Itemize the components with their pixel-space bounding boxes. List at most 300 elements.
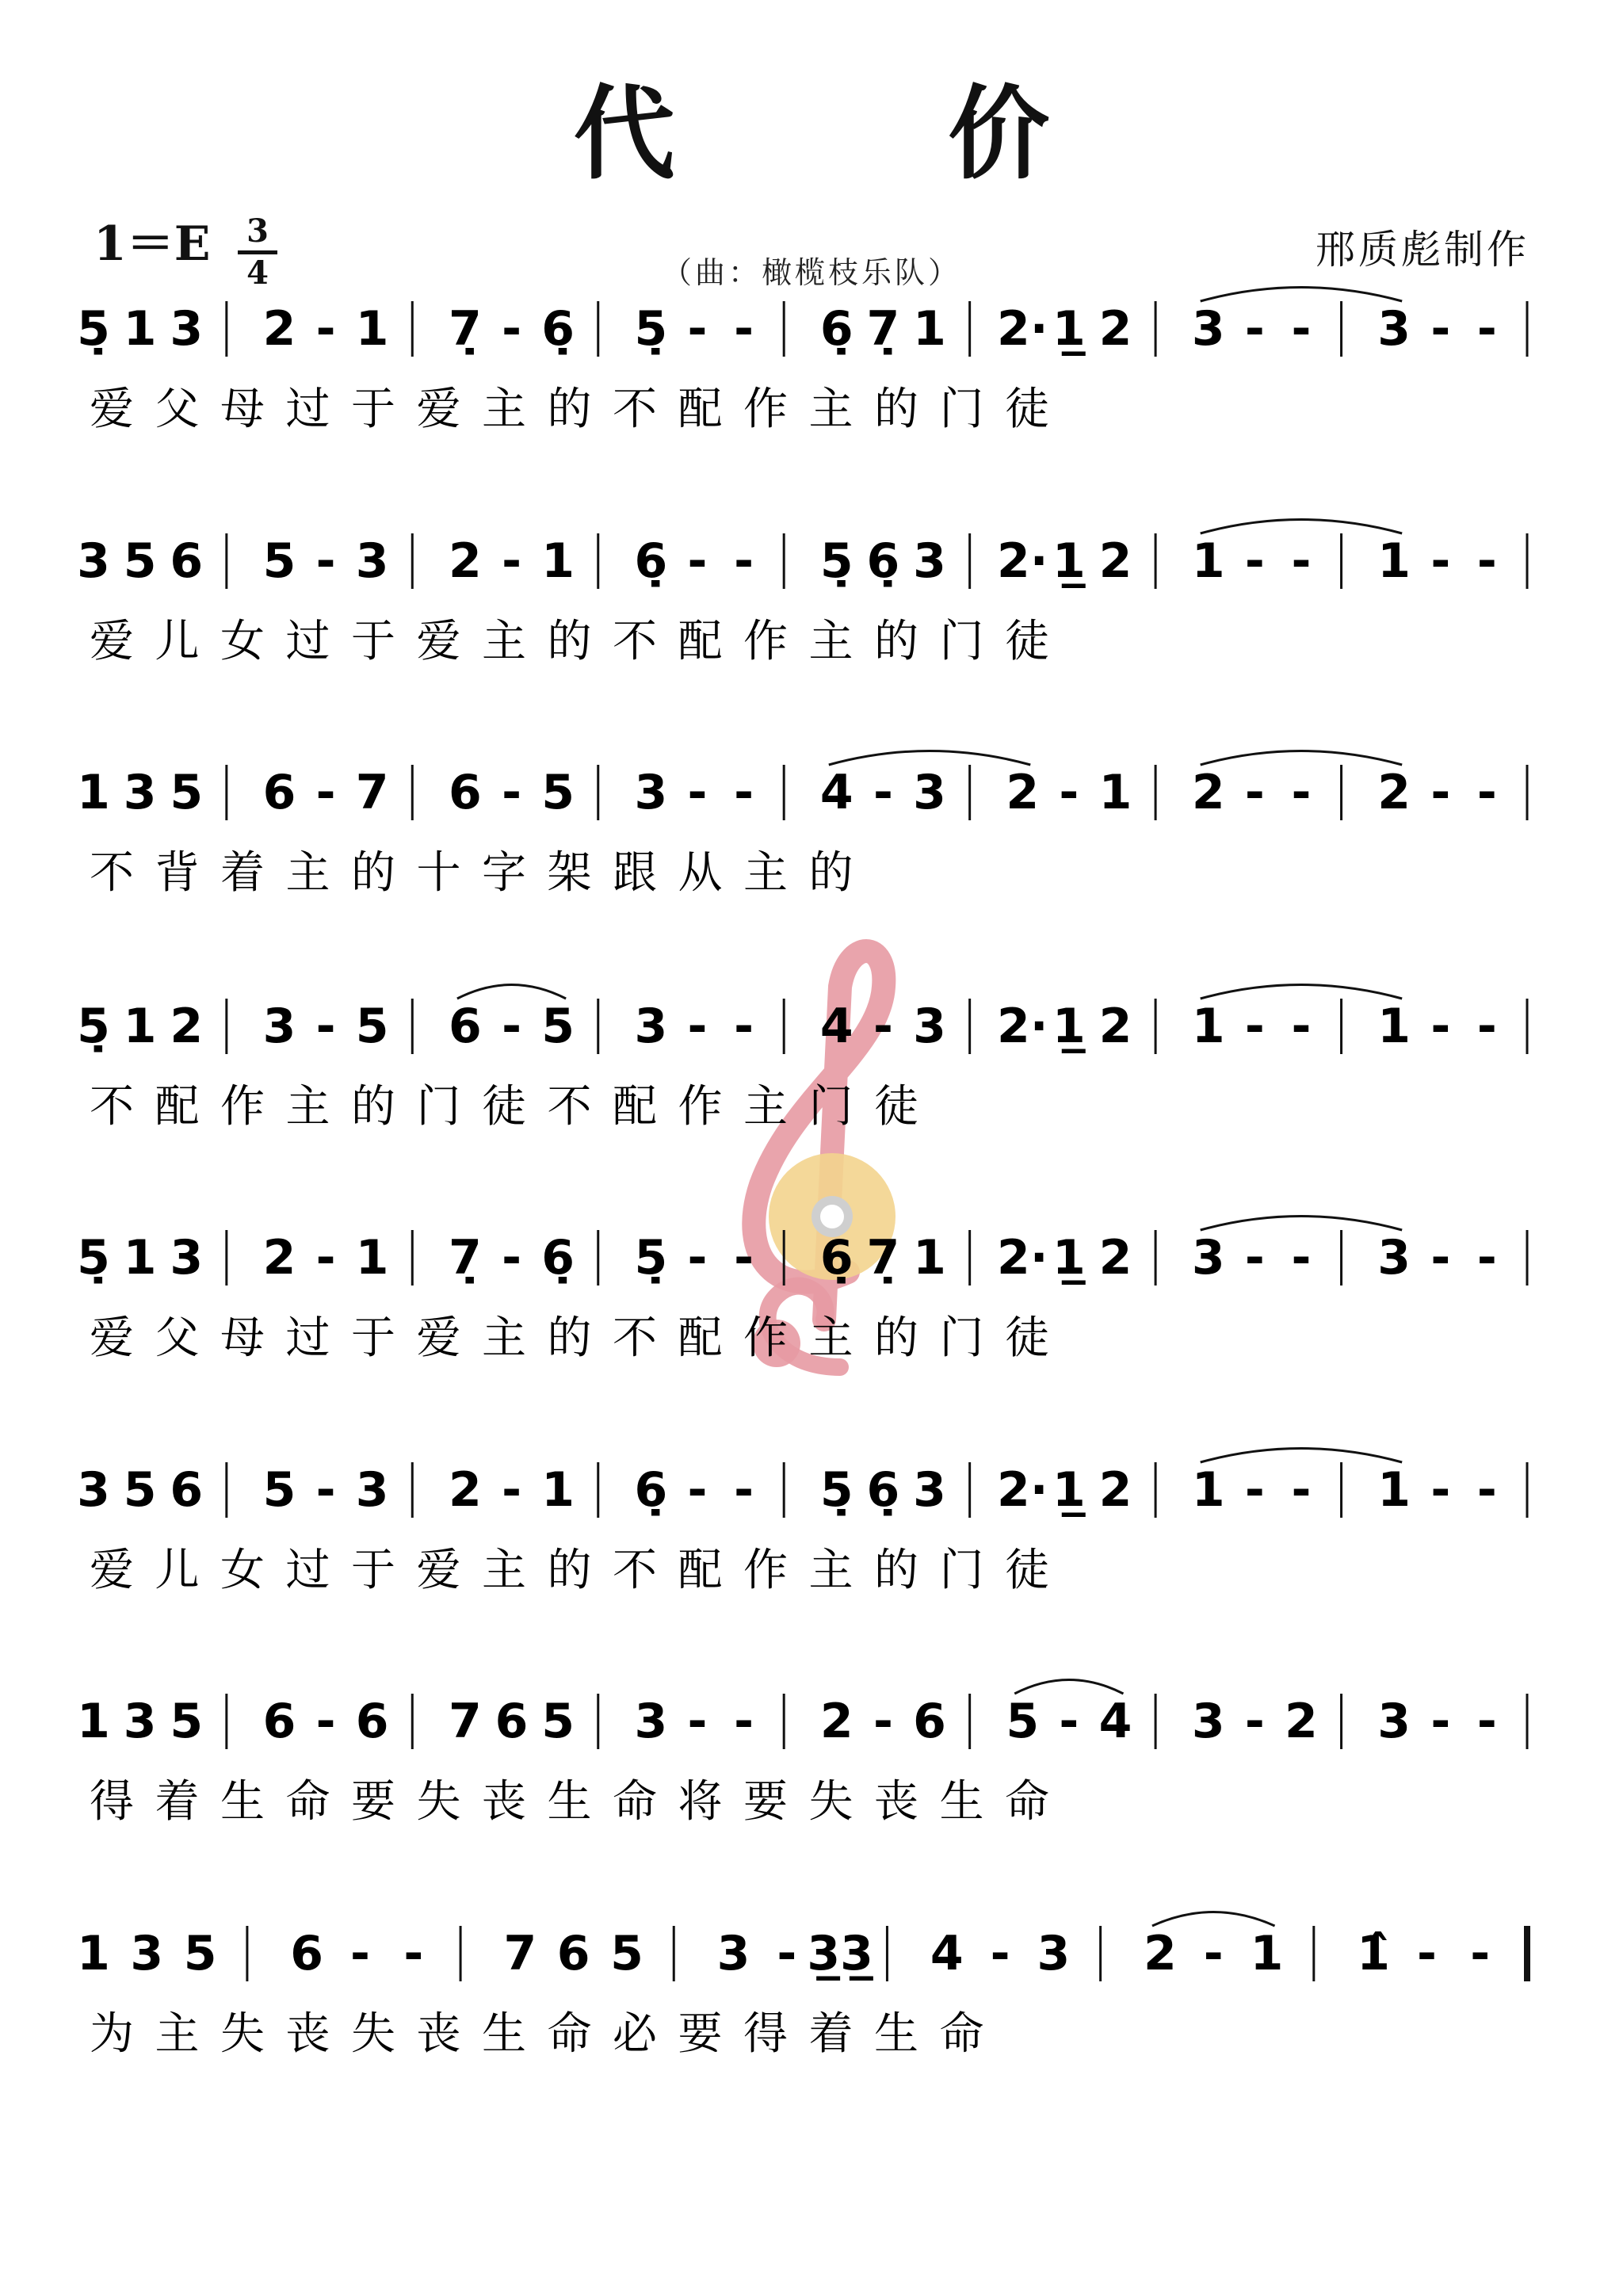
note: 6 bbox=[495, 1694, 529, 1749]
sustain-dash: - bbox=[1244, 1230, 1265, 1286]
lyric-char: 配 bbox=[613, 1081, 657, 1133]
note: 2 bbox=[170, 999, 204, 1054]
song-title: 代 价 bbox=[573, 74, 1169, 193]
lyric-char: 门 bbox=[939, 1312, 984, 1364]
lyric-char: 丧 bbox=[874, 1776, 918, 1828]
note: 3 bbox=[123, 1694, 157, 1749]
sustain-dash: - bbox=[1291, 533, 1312, 589]
note: 6 bbox=[449, 999, 482, 1054]
lyric-char: 主 bbox=[808, 1545, 854, 1596]
note: 3 bbox=[913, 1462, 946, 1518]
lyric-char: 的 bbox=[874, 384, 918, 435]
lyric-char: 作 bbox=[220, 1081, 265, 1133]
note: 3 bbox=[262, 999, 296, 1054]
slur bbox=[1014, 1680, 1123, 1694]
note: 5 bbox=[123, 1462, 157, 1518]
note: 6̣ bbox=[819, 1230, 854, 1286]
staff-line bbox=[0, 1438, 1623, 1629]
note: 5̣ bbox=[77, 301, 110, 357]
lyric-char: 主 bbox=[285, 1081, 330, 1133]
sustain-dash: - bbox=[1416, 1926, 1437, 1981]
lyric-char: 不 bbox=[90, 1081, 134, 1133]
sustain-dash: - bbox=[1476, 1230, 1497, 1286]
lyric-char: 跟 bbox=[613, 847, 657, 899]
note: 5̣ bbox=[77, 1230, 110, 1286]
sustain-dash: - bbox=[734, 765, 754, 820]
note: 1 bbox=[1098, 765, 1132, 820]
note: 1 bbox=[1377, 1462, 1411, 1518]
note: 3 bbox=[170, 1230, 204, 1286]
lyric-char: 爱 bbox=[90, 1545, 134, 1596]
lyric-char: 配 bbox=[155, 1081, 200, 1133]
sustain-dash: - bbox=[1476, 999, 1497, 1054]
lyric-char: 父 bbox=[155, 384, 200, 435]
lyric-char: 的 bbox=[547, 384, 592, 435]
sustain-dash: - bbox=[502, 765, 521, 820]
lyric-char: 过 bbox=[285, 384, 330, 435]
staff-line bbox=[0, 277, 1623, 468]
sustain-dash: - bbox=[1291, 301, 1312, 357]
lyric-char: 主 bbox=[482, 1545, 526, 1596]
note: 7̣ bbox=[449, 301, 482, 357]
note: 6̣ bbox=[634, 533, 668, 589]
sustain-dash: - bbox=[687, 301, 708, 357]
lyric-char: 儿 bbox=[155, 1545, 200, 1596]
lyric-char: 爱 bbox=[90, 1312, 134, 1364]
sustain-dash: - bbox=[1244, 1462, 1265, 1518]
note: 3 bbox=[1377, 301, 1411, 357]
note: 3 bbox=[1377, 1230, 1411, 1286]
note: 3 bbox=[1037, 1926, 1071, 1981]
note: 1̲ bbox=[1052, 999, 1086, 1054]
staff-line bbox=[0, 510, 1623, 700]
note: 3 bbox=[77, 533, 110, 589]
sustain-dash: - bbox=[1430, 1462, 1451, 1518]
note: 3 bbox=[77, 1462, 110, 1518]
sustain-dash: - bbox=[687, 1230, 708, 1286]
lyric-char: 配 bbox=[678, 616, 723, 667]
note: 3̲3̲ bbox=[807, 1926, 873, 1981]
sustain-dash: - bbox=[873, 999, 893, 1054]
note: 1 bbox=[123, 999, 157, 1054]
sustain-dash: - bbox=[687, 533, 708, 589]
note: 3 bbox=[1191, 1230, 1225, 1286]
lyric-char: 于 bbox=[351, 616, 395, 667]
note: 4 bbox=[930, 1926, 964, 1981]
note: 1 bbox=[541, 1462, 575, 1518]
lyric-char: 徒 bbox=[1005, 616, 1049, 667]
note: 2 bbox=[1377, 765, 1411, 820]
note: 5̣ bbox=[77, 999, 110, 1054]
note: 6̣ bbox=[541, 1230, 575, 1286]
note: 2· bbox=[996, 1462, 1048, 1518]
lyric-char: 过 bbox=[285, 1545, 330, 1596]
note: 2 bbox=[262, 1230, 296, 1286]
slur bbox=[457, 985, 566, 999]
lyric-char: 母 bbox=[220, 384, 265, 435]
sustain-dash: - bbox=[1291, 765, 1312, 820]
note: 2 bbox=[1006, 765, 1040, 820]
lyric-char: 字 bbox=[482, 847, 526, 899]
note: 1̂ bbox=[1357, 1926, 1390, 1981]
lyric-char: 着 bbox=[808, 2008, 854, 2060]
note: 4 bbox=[1098, 1694, 1132, 1749]
note: 6 bbox=[556, 1926, 590, 1981]
lyric-char: 作 bbox=[743, 1545, 788, 1596]
sustain-dash: - bbox=[315, 765, 336, 820]
sustain-dash: - bbox=[1244, 301, 1265, 357]
staff-line bbox=[0, 1206, 1623, 1396]
sustain-dash: - bbox=[1430, 765, 1451, 820]
lyric-char: 主 bbox=[285, 847, 330, 899]
sustain-dash: - bbox=[1244, 533, 1265, 589]
lyric-char: 爱 bbox=[416, 1312, 461, 1364]
note: 6 bbox=[913, 1694, 946, 1749]
lyric-char: 女 bbox=[220, 616, 265, 667]
sustain-dash: - bbox=[777, 1926, 797, 1981]
staff-svg bbox=[0, 975, 1623, 1165]
lyric-char: 门 bbox=[416, 1081, 461, 1133]
staff-svg bbox=[0, 741, 1623, 931]
lyric-char: 女 bbox=[220, 1545, 265, 1596]
sustain-dash: - bbox=[734, 301, 754, 357]
note: 6 bbox=[170, 1462, 204, 1518]
note: 5 bbox=[170, 1694, 204, 1749]
lyric-char: 丧 bbox=[285, 2008, 330, 2060]
lyric-char: 徒 bbox=[1005, 384, 1049, 435]
lyric-char: 主 bbox=[482, 1312, 526, 1364]
lyric-char: 的 bbox=[351, 847, 395, 899]
lyric-char: 不 bbox=[547, 1081, 592, 1133]
note: 2 bbox=[449, 1462, 482, 1518]
sustain-dash: - bbox=[687, 765, 708, 820]
note: 1 bbox=[913, 1230, 946, 1286]
lyric-char: 于 bbox=[351, 1312, 395, 1364]
note: 7̣ bbox=[866, 301, 900, 357]
note: 2 bbox=[1098, 1462, 1132, 1518]
note: 2 bbox=[819, 1694, 854, 1749]
key-signature: 1＝E bbox=[94, 216, 211, 272]
lyric-char: 爱 bbox=[90, 384, 134, 435]
lyric-char: 得 bbox=[743, 2008, 788, 2060]
lyric-char: 主 bbox=[808, 384, 854, 435]
lyric-char: 配 bbox=[678, 1545, 723, 1596]
sustain-dash: - bbox=[315, 1694, 336, 1749]
note: 3 bbox=[1377, 1694, 1411, 1749]
note: 1̲ bbox=[1052, 1230, 1086, 1286]
staff-svg bbox=[0, 277, 1623, 468]
lyric-char: 得 bbox=[90, 1776, 134, 1828]
lyric-char: 生 bbox=[220, 1776, 265, 1828]
sustain-dash: - bbox=[315, 533, 336, 589]
staff-line bbox=[0, 1902, 1623, 2092]
staff-line bbox=[0, 975, 1623, 1165]
note: 5 bbox=[355, 999, 389, 1054]
sustain-dash: - bbox=[1476, 301, 1497, 357]
lyric-char: 背 bbox=[155, 847, 200, 899]
lyric-char: 母 bbox=[220, 1312, 265, 1364]
sustain-dash: - bbox=[1291, 999, 1312, 1054]
lyric-char: 于 bbox=[351, 1545, 395, 1596]
lyric-char: 徒 bbox=[482, 1081, 526, 1133]
lyric-char: 的 bbox=[874, 1545, 918, 1596]
time-signature-unit: 4 bbox=[246, 254, 269, 292]
note: 1 bbox=[123, 1230, 157, 1286]
staff-svg bbox=[0, 1670, 1623, 1860]
lyric-char: 主 bbox=[808, 616, 854, 667]
slur bbox=[1152, 1912, 1275, 1927]
sustain-dash: - bbox=[1244, 1694, 1265, 1749]
sustain-dash: - bbox=[315, 1230, 336, 1286]
sustain-dash: - bbox=[502, 1462, 521, 1518]
lyric-char: 的 bbox=[547, 616, 592, 667]
note: 6 bbox=[262, 765, 296, 820]
lyric-char: 失 bbox=[220, 2008, 265, 2060]
lyric-char: 爱 bbox=[90, 616, 134, 667]
lyric-char: 徒 bbox=[1005, 1545, 1049, 1596]
sustain-dash: - bbox=[350, 1926, 370, 1981]
lyric-char: 失 bbox=[351, 2008, 395, 2060]
sustain-dash: - bbox=[502, 301, 521, 357]
slur bbox=[1201, 751, 1402, 766]
note: 6 bbox=[355, 1694, 389, 1749]
sustain-dash: - bbox=[734, 533, 754, 589]
note: 6̣ bbox=[634, 1462, 668, 1518]
note: 3 bbox=[1191, 1694, 1225, 1749]
note: 1 bbox=[1191, 1462, 1225, 1518]
note: 2· bbox=[996, 1230, 1048, 1286]
sustain-dash: - bbox=[1476, 533, 1497, 589]
note: 3 bbox=[716, 1926, 750, 1981]
lyric-char: 失 bbox=[416, 1776, 461, 1828]
note: 1 bbox=[1191, 999, 1225, 1054]
note: 2 bbox=[1144, 1926, 1177, 1981]
sustain-dash: - bbox=[687, 1462, 708, 1518]
lyric-char: 不 bbox=[613, 1312, 657, 1364]
note: 5 bbox=[123, 533, 157, 589]
lyric-char: 生 bbox=[482, 2008, 526, 2060]
note: 1̲ bbox=[1052, 533, 1086, 589]
note: 5̣ bbox=[819, 533, 854, 589]
note: 3 bbox=[913, 533, 946, 589]
lyric-char: 主 bbox=[743, 1081, 788, 1133]
note: 1 bbox=[77, 1694, 110, 1749]
note: 3 bbox=[355, 533, 389, 589]
lyric-char: 架 bbox=[547, 847, 592, 899]
staff-svg bbox=[0, 1438, 1623, 1629]
lyric-char: 作 bbox=[743, 384, 788, 435]
lyric-char: 从 bbox=[678, 847, 723, 899]
note: 5 bbox=[183, 1926, 217, 1981]
note: 1 bbox=[355, 301, 389, 357]
sustain-dash: - bbox=[1430, 301, 1451, 357]
note: 1 bbox=[1377, 533, 1411, 589]
note: 5 bbox=[170, 765, 204, 820]
sustain-dash: - bbox=[1430, 1230, 1451, 1286]
slur bbox=[1201, 288, 1402, 302]
note: 1 bbox=[913, 301, 946, 357]
lyric-char: 丧 bbox=[416, 2008, 461, 2060]
sustain-dash: - bbox=[734, 1462, 754, 1518]
note: 6̣ bbox=[866, 533, 900, 589]
note: 1 bbox=[1250, 1926, 1284, 1981]
note: 7 bbox=[503, 1926, 537, 1981]
note: 2 bbox=[1098, 999, 1132, 1054]
sustain-dash: - bbox=[687, 999, 708, 1054]
lyric-char: 主 bbox=[482, 384, 526, 435]
lyric-char: 不 bbox=[613, 616, 657, 667]
lyric-char: 的 bbox=[351, 1081, 395, 1133]
note: 5̣ bbox=[819, 1462, 854, 1518]
lyric-char: 生 bbox=[939, 1776, 984, 1828]
sustain-dash: - bbox=[502, 1230, 521, 1286]
lyric-char: 配 bbox=[678, 1312, 723, 1364]
note: 2 bbox=[1191, 765, 1225, 820]
sustain-dash: - bbox=[687, 1694, 708, 1749]
note: 3 bbox=[355, 1462, 389, 1518]
lyric-char: 要 bbox=[743, 1776, 788, 1828]
note: 2 bbox=[1285, 1694, 1318, 1749]
lyric-char: 徒 bbox=[1005, 1312, 1049, 1364]
sustain-dash: - bbox=[1476, 765, 1497, 820]
note: 1 bbox=[1377, 999, 1411, 1054]
composer-credit: （曲：橄榄枝乐队） bbox=[661, 255, 961, 290]
lyric-char: 的 bbox=[874, 616, 918, 667]
sustain-dash: - bbox=[1430, 533, 1451, 589]
time-signature-beats: 3 bbox=[246, 212, 269, 250]
sustain-dash: - bbox=[873, 1694, 893, 1749]
note: 6̣ bbox=[819, 301, 854, 357]
slur bbox=[1201, 520, 1402, 534]
lyric-char: 门 bbox=[939, 1545, 984, 1596]
lyric-char: 作 bbox=[743, 616, 788, 667]
lyric-char: 丧 bbox=[482, 1776, 526, 1828]
note: 3 bbox=[913, 999, 946, 1054]
note: 3 bbox=[634, 1694, 668, 1749]
note: 7̣ bbox=[866, 1230, 900, 1286]
lyric-char: 爱 bbox=[416, 1545, 461, 1596]
note: 7̣ bbox=[449, 1230, 482, 1286]
note: 1̲ bbox=[1052, 1462, 1086, 1518]
note: 7 bbox=[355, 765, 389, 820]
note: 2· bbox=[996, 301, 1048, 357]
lyric-char: 要 bbox=[351, 1776, 395, 1828]
note: 5̣ bbox=[634, 1230, 668, 1286]
sustain-dash: - bbox=[502, 999, 521, 1054]
sustain-dash: - bbox=[315, 1462, 336, 1518]
sustain-dash: - bbox=[315, 999, 336, 1054]
lyric-char: 必 bbox=[613, 2008, 657, 2060]
note: 3 bbox=[634, 999, 668, 1054]
sustain-dash: - bbox=[1244, 765, 1265, 820]
lyric-char: 配 bbox=[678, 384, 723, 435]
note: 5 bbox=[610, 1926, 643, 1981]
sustain-dash: - bbox=[403, 1926, 424, 1981]
staff-line bbox=[0, 741, 1623, 931]
slur bbox=[1201, 1449, 1402, 1463]
note: 3 bbox=[913, 765, 946, 820]
lyric-char: 将 bbox=[678, 1776, 723, 1828]
lyric-char: 命 bbox=[613, 1776, 657, 1828]
note: 1 bbox=[77, 765, 110, 820]
note: 5 bbox=[541, 765, 575, 820]
note: 2 bbox=[1098, 533, 1132, 589]
lyric-char: 着 bbox=[220, 847, 265, 899]
sustain-dash: - bbox=[1291, 1462, 1312, 1518]
sustain-dash: - bbox=[1059, 765, 1079, 820]
lyric-char: 门 bbox=[939, 616, 984, 667]
lyric-char: 爱 bbox=[416, 616, 461, 667]
note: 1 bbox=[541, 533, 575, 589]
sustain-dash: - bbox=[1203, 1926, 1224, 1981]
lyric-char: 的 bbox=[547, 1312, 592, 1364]
sustain-dash: - bbox=[1476, 1462, 1497, 1518]
arranger-credit: 邢质彪制作 bbox=[1316, 227, 1529, 273]
sustain-dash: - bbox=[315, 301, 336, 357]
note: 5 bbox=[541, 999, 575, 1054]
lyric-char: 十 bbox=[416, 847, 461, 899]
sustain-dash: - bbox=[734, 1694, 754, 1749]
sustain-dash: - bbox=[1470, 1926, 1491, 1981]
lyric-char: 为 bbox=[90, 2008, 134, 2060]
staff-svg bbox=[0, 1206, 1623, 1396]
note: 5 bbox=[541, 1694, 575, 1749]
sustain-dash: - bbox=[1059, 1694, 1079, 1749]
sustain-dash: - bbox=[873, 765, 893, 820]
lyric-char: 爱 bbox=[416, 384, 461, 435]
lyric-char: 命 bbox=[939, 2008, 984, 2060]
lyric-char: 徒 bbox=[874, 1081, 918, 1133]
note: 6 bbox=[170, 533, 204, 589]
note: 2 bbox=[262, 301, 296, 357]
note: 3 bbox=[170, 301, 204, 357]
note: 4 bbox=[819, 999, 854, 1054]
lyric-char: 不 bbox=[613, 384, 657, 435]
note: 1̲ bbox=[1052, 301, 1086, 357]
sustain-dash: - bbox=[734, 999, 754, 1054]
note: 6 bbox=[290, 1926, 324, 1981]
lyric-char: 主 bbox=[482, 616, 526, 667]
sustain-dash: - bbox=[502, 533, 521, 589]
sustain-dash: - bbox=[1430, 999, 1451, 1054]
lyric-char: 生 bbox=[874, 2008, 918, 2060]
sustain-dash: - bbox=[1476, 1694, 1497, 1749]
note: 6̣ bbox=[541, 301, 575, 357]
note: 3 bbox=[634, 765, 668, 820]
note: 2· bbox=[996, 999, 1048, 1054]
staff-line bbox=[0, 1670, 1623, 1860]
slur bbox=[829, 751, 1030, 766]
staff-svg bbox=[0, 510, 1623, 700]
lyric-char: 门 bbox=[808, 1081, 854, 1133]
lyric-char: 门 bbox=[939, 384, 984, 435]
note: 5 bbox=[262, 1462, 296, 1518]
note: 2 bbox=[1098, 1230, 1132, 1286]
note: 2 bbox=[1098, 301, 1132, 357]
lyric-char: 失 bbox=[808, 1776, 854, 1828]
lyric-char: 命 bbox=[547, 2008, 592, 2060]
note: 1 bbox=[77, 1926, 110, 1981]
lyric-char: 父 bbox=[155, 1312, 200, 1364]
lyric-char: 过 bbox=[285, 616, 330, 667]
note: 6 bbox=[449, 765, 482, 820]
lyric-char: 主 bbox=[155, 2008, 200, 2060]
note: 1 bbox=[123, 301, 157, 357]
note: 6̣ bbox=[866, 1462, 900, 1518]
lyric-char: 的 bbox=[808, 847, 854, 899]
lyric-char: 命 bbox=[1005, 1776, 1049, 1828]
lyric-char: 不 bbox=[90, 847, 134, 899]
